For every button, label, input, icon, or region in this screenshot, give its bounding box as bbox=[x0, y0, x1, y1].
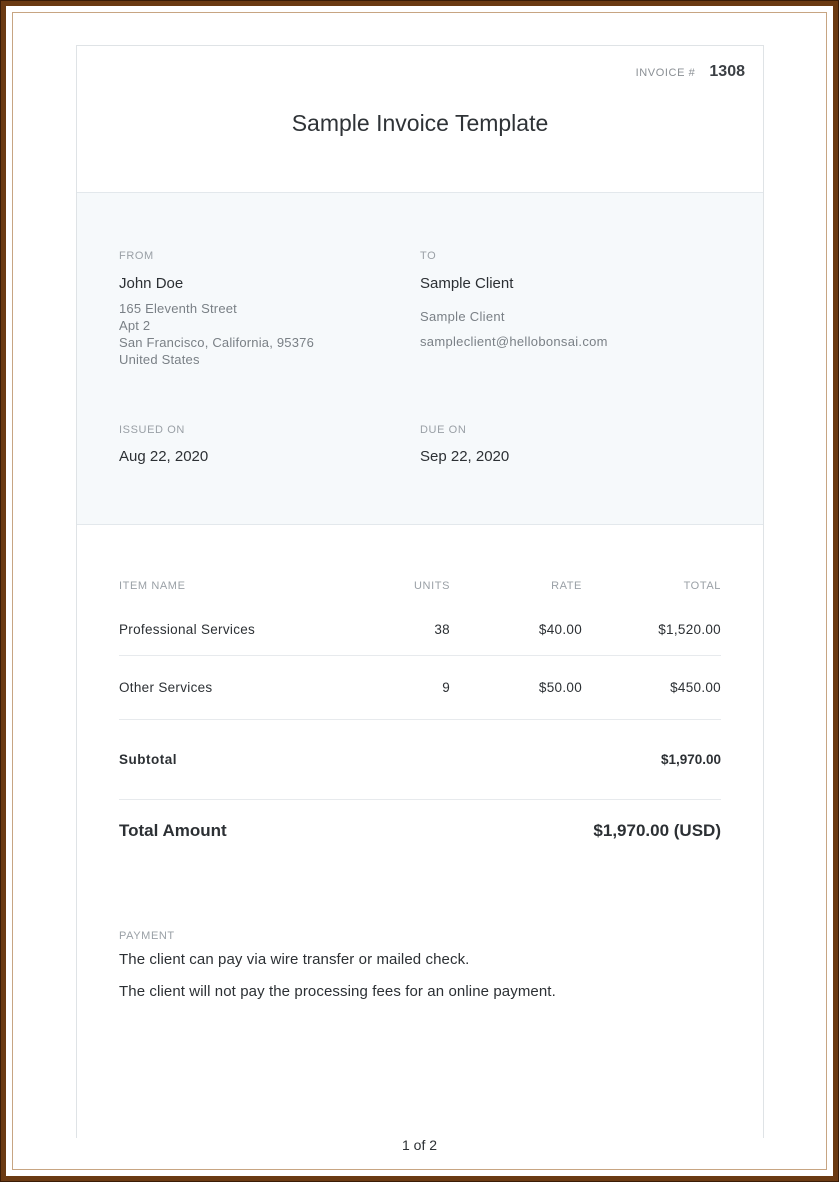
table-row bbox=[119, 656, 721, 720]
row-units: 9 bbox=[442, 680, 450, 695]
invoice-number: 1308 bbox=[709, 63, 745, 80]
payment-terms-line: The client will not pay the processing fees for an online payment. bbox=[119, 983, 556, 1000]
row-rate: $40.00 bbox=[538, 622, 582, 637]
to-label: TO bbox=[420, 250, 437, 262]
invoice-title: Sample Invoice Template bbox=[291, 110, 549, 136]
from-address-line: San Francisco, California, 95376 bbox=[119, 335, 315, 350]
issued-block bbox=[119, 424, 208, 465]
row-item-name: Other Services bbox=[119, 680, 213, 695]
total-amount-value: $1,970.00 (USD) bbox=[593, 821, 721, 840]
header-item-name: ITEM NAME bbox=[119, 580, 186, 592]
header-total: TOTAL bbox=[683, 580, 721, 592]
header-units: UNITS bbox=[414, 580, 450, 592]
invoice-number-block bbox=[636, 63, 745, 81]
to-name: Sample Client bbox=[420, 275, 514, 292]
table-row bbox=[119, 602, 721, 656]
to-email: sampleclient@hellobonsai.com bbox=[420, 334, 608, 349]
to-block bbox=[420, 250, 608, 354]
subtotal-label: Subtotal bbox=[119, 752, 177, 767]
payment-label: PAYMENT bbox=[119, 930, 175, 942]
page-indicator: 1 of 2 bbox=[401, 1137, 438, 1153]
to-details bbox=[420, 304, 608, 354]
due-block bbox=[420, 424, 509, 465]
due-label: DUE ON bbox=[420, 424, 467, 436]
from-address-line: 165 Eleventh Street bbox=[119, 301, 237, 316]
invoice-page bbox=[76, 45, 764, 1138]
from-address-line: Apt 2 bbox=[119, 318, 151, 333]
row-item-name: Professional Services bbox=[119, 622, 256, 637]
row-total: $450.00 bbox=[670, 680, 721, 695]
from-block bbox=[119, 250, 314, 368]
from-label: FROM bbox=[119, 250, 154, 262]
header-rate: RATE bbox=[551, 580, 582, 592]
row-rate: $50.00 bbox=[538, 680, 582, 695]
parties-section bbox=[77, 192, 763, 525]
payment-terms-line: The client can pay via wire transfer or mailed check. bbox=[119, 951, 470, 968]
row-total: $1,520.00 bbox=[658, 622, 721, 637]
items-header-row bbox=[119, 580, 721, 602]
payment-section bbox=[119, 930, 721, 1000]
from-address bbox=[119, 300, 314, 368]
total-amount-label: Total Amount bbox=[119, 821, 227, 840]
from-address-line: United States bbox=[119, 352, 200, 367]
invoice-number-label: INVOICE # bbox=[635, 67, 696, 79]
items-table bbox=[119, 580, 721, 720]
from-name: John Doe bbox=[119, 275, 184, 292]
issued-date: Aug 22, 2020 bbox=[119, 448, 209, 465]
subtotal-row bbox=[119, 752, 721, 800]
issued-label: ISSUED ON bbox=[119, 424, 185, 436]
due-date: Sep 22, 2020 bbox=[420, 448, 510, 465]
to-company: Sample Client bbox=[420, 309, 505, 324]
subtotal-value: $1,970.00 bbox=[660, 752, 721, 767]
row-units: 38 bbox=[434, 622, 450, 637]
